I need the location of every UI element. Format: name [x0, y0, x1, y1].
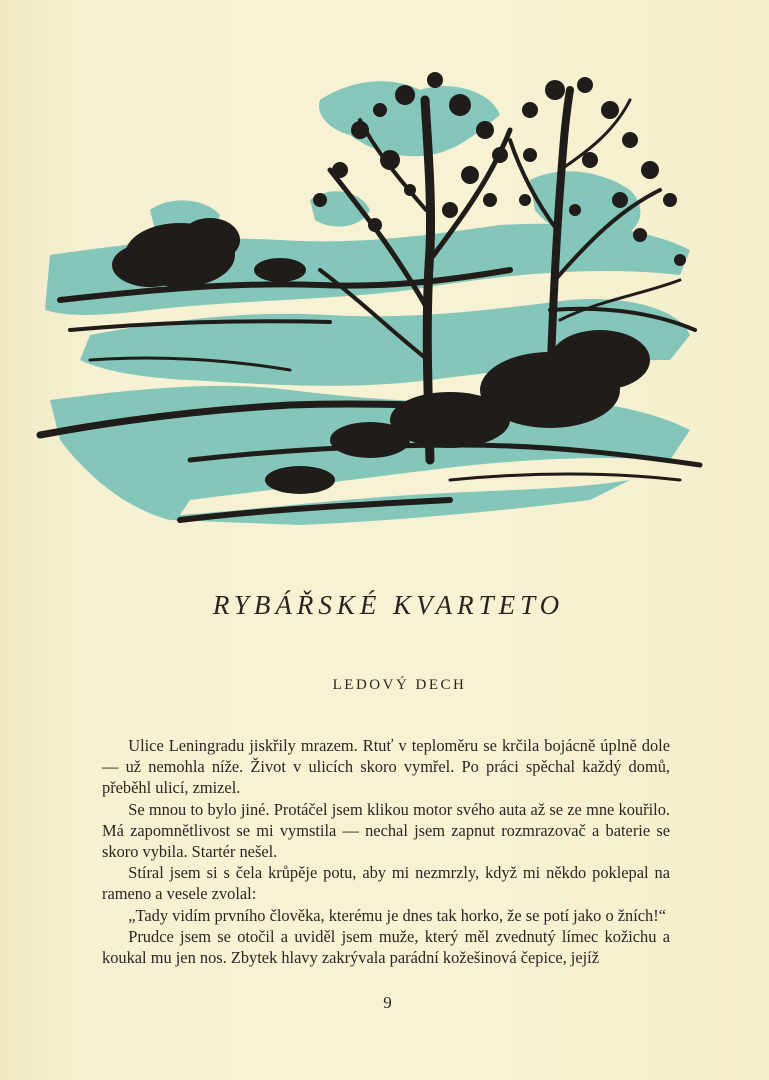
page-number: 9 — [383, 993, 392, 1012]
paragraph: Stíral jsem si s čela krůpěje potu, aby mi nezmrzly, když mi někdo poklepal na rameno a vesele zvolal: — [102, 863, 670, 904]
chapter-subtitle: LEDOVÝ DECH — [332, 677, 467, 693]
paragraph: Prudce jsem se otočil a uviděl jsem muže, který měl zvednutý límec kožichu a koukal mu jen nos. Zbytek hlavy zakrývala parádní kožešinová čepice, jejíž — [102, 926, 670, 968]
paragraph: „Tady vidím prvního člověka, kterému je dnes tak horko, že se potí jako o žních!“ — [128, 905, 666, 925]
landscape-illustration — [30, 60, 720, 530]
body-text — [102, 735, 670, 968]
paragraph: Ulice Leningradu jiskřily mrazem. Rtuť v teploměru se krčila bojácně úplně dole — už nemohla níže. Život v ulicích skoro vymřel. Po práci spěchal každý domů, přeběhl ulicí, zmizel. — [102, 736, 670, 798]
chapter-title: RYBÁŘSKÉ KVARTETO — [212, 590, 565, 620]
paragraph: Se mnou to bylo jiné. Protáčel jsem klikou motor svého auta až se ze mne kouřilo. Má zapomnětlivost se mi vymstila — nechal jsem zapnut rozmrazovač a baterie se skoro vybila. Startér nešel. — [102, 799, 670, 862]
